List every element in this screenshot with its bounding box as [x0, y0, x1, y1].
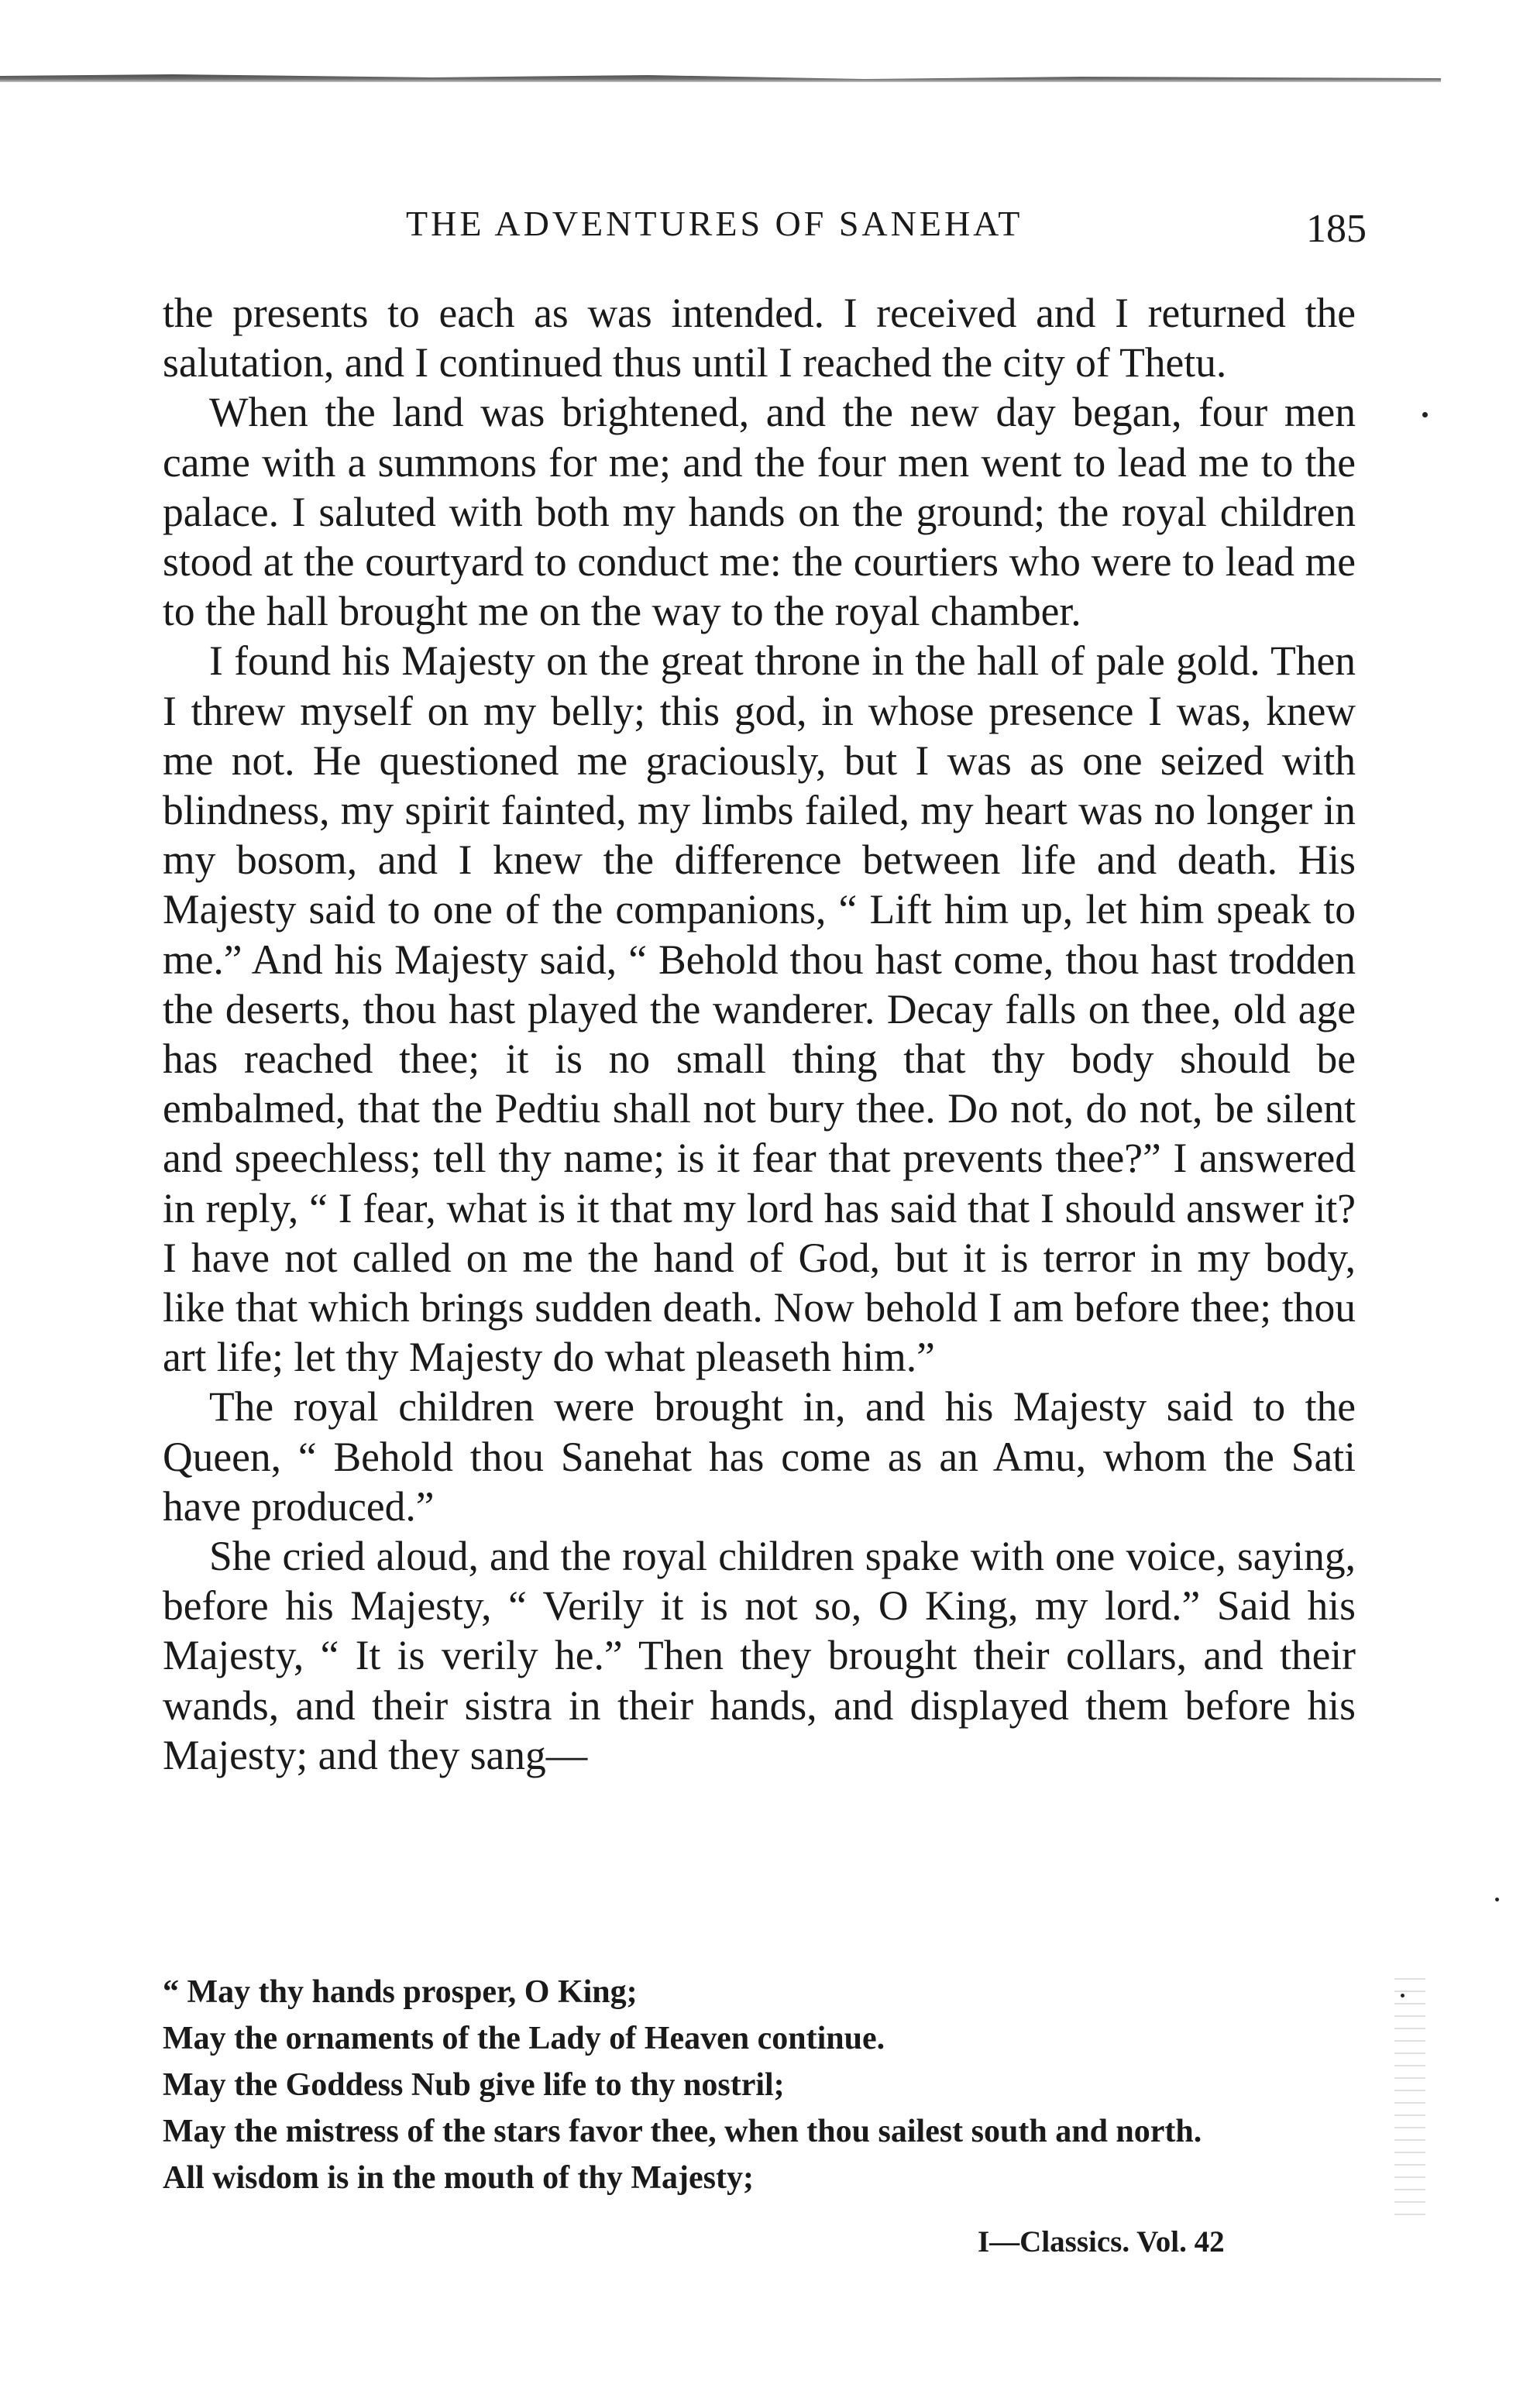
verse-line: May the Goddess Nub give life to thy nostril;	[163, 2067, 785, 2103]
song-verse	[163, 1969, 1356, 2201]
paragraph: When the land was brightened, and the new day began, four men came with a summons for me; and the four men went to lead me to the palace. I saluted with both my hands on the ground; the royal children stood at the courtyard to conduct me: the courtiers who were to lead me to the hall brought me on the way to the royal chamber.	[163, 389, 1356, 635]
page-number: 185	[1306, 207, 1367, 251]
ink-speck	[1422, 412, 1428, 417]
paragraph: I found his Majesty on the great throne in the hall of pale gold. Then I threw myself on my belly; this god, in whose presence I was, knew me not. He questioned me graciously, but I was as one seized with blindness, my spirit fainted, my limbs failed, my heart was no longer in my bosom, and I knew the difference between life and death. His Majesty said to one of the companions, “ Lift him up, let him speak to me.” And his Majesty said, “ Behold thou hast come, thou hast trodden the deserts, thou hast played the wanderer. Decay falls on thee, old age has reached thee; it is no small thing that thy body should be embalmed, that the Pedtiu shall not bury thee. Do not, do not, be silent and speechless; tell thy name; is it fear that prevents thee?” I answered in reply, “ I fear, what is it that my lord has said that I should answer it? I have not called on me the hand of God, but it is terror in my body, like that which brings sudden death. Now behold I am before thee; thou art life; let thy Majesty do what pleaseth him.”	[163, 637, 1356, 1381]
verse-line: All wisdom is in the mouth of thy Majesty;	[163, 2160, 754, 2196]
paragraph: She cried aloud, and the royal children spake with one voice, saying, before his Majesty, “ Verily it is not so, O King, my lord.” Said his Majesty, “ It is verily he.” Then they brought their collars, and their wands, and their sistra in their hands, and displayed them before his Majesty; and they sang—	[163, 1533, 1356, 1778]
ink-speck	[1495, 1898, 1499, 1901]
body-text	[163, 288, 1356, 1780]
top-border-rule	[0, 74, 1441, 82]
page-header	[406, 203, 1367, 257]
paragraph: the presents to each as was intended. I received and I returned the salutation, and I continued thus until I reached the city of Thetu.	[163, 290, 1356, 386]
running-title: THE ADVENTURES OF SANEHAT	[406, 204, 1023, 243]
verse-line: May the ornaments of the Lady of Heaven continue.	[163, 2021, 885, 2056]
verse-line: May the mistress of the stars favor thee, when thou sailest south and north.	[163, 2114, 1202, 2149]
scan-edge-noise	[1394, 1967, 1425, 2215]
paragraph: The royal children were brought in, and his Majesty said to the Queen, “ Behold thou Sanehat has come as an Amu, whom the Sati have produced.”	[163, 1383, 1356, 1530]
signature-mark: I—Classics. Vol. 42	[978, 2225, 1225, 2259]
verse-line: “ May thy hands prosper, O King;	[163, 1974, 638, 2010]
